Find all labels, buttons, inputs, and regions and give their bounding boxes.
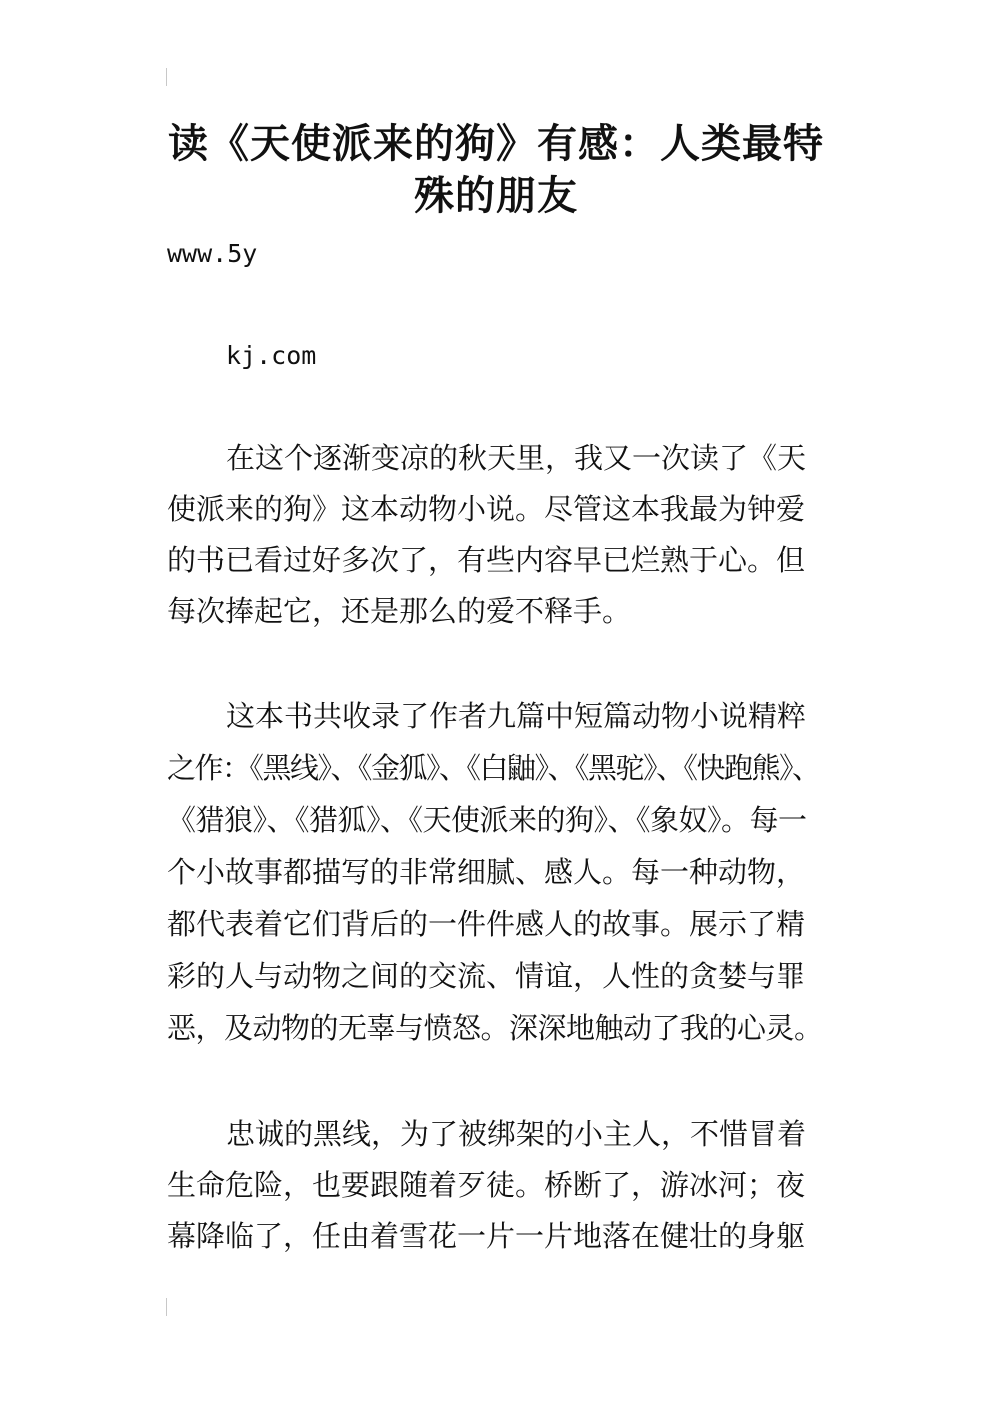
paragraph-3-line-3: 幕降临了，任由着雪花一片一片地落在健壮的身躯	[167, 1219, 806, 1253]
paragraph-2-line-7: 恶，及动物的无辜与愤怒。深深地触动了我的心灵。	[167, 1011, 823, 1045]
page-corner-mark-top	[166, 68, 167, 86]
paragraph-2-line-2: 之作：《黑线》、《金狐》、《白鼬》、《黑驼》、《快跑熊》、	[167, 751, 820, 785]
document-title	[150, 118, 842, 222]
source-url-part-1: www.5y	[167, 239, 258, 268]
paragraph-1-line-3: 的书已看过好多次了，有些内容早已烂熟于心。但	[167, 543, 806, 577]
paragraph-2-line-1: 这本书共收录了作者九篇中短篇动物小说精粹	[226, 699, 807, 733]
source-url-part-2: kj.com	[226, 341, 317, 370]
paragraph-2-line-5: 都代表着它们背后的一件件感人的故事。展示了精	[167, 907, 806, 941]
paragraph-2-line-4: 个小故事都描写的非常细腻、感人。每一种动物，	[167, 855, 806, 889]
title-line-2: 殊的朋友	[414, 173, 578, 219]
paragraph-1-line-2: 使派来的狗》这本动物小说。尽管这本我最为钟爱	[167, 492, 806, 526]
paragraph-3-line-2: 生命危险，也要跟随着歹徒。桥断了，游冰河；夜	[167, 1168, 806, 1202]
title-line-1: 读《天使派来的狗》有感：人类最特	[168, 121, 824, 167]
paragraph-2-line-3: 《猎狼》、《猎狐》、《天使派来的狗》、《象奴》。每一	[167, 803, 807, 837]
paragraph-3-line-1: 忠诚的黑线，为了被绑架的小主人，不惜冒着	[226, 1117, 807, 1151]
paragraph-1-line-1: 在这个逐渐变凉的秋天里，我又一次读了《天	[226, 441, 807, 475]
paragraph-1-line-4: 每次捧起它，还是那么的爱不释手。	[167, 594, 632, 628]
page-corner-mark-bottom	[166, 1298, 167, 1316]
paragraph-2-line-6: 彩的人与动物之间的交流、情谊，人性的贪婪与罪	[167, 959, 806, 993]
